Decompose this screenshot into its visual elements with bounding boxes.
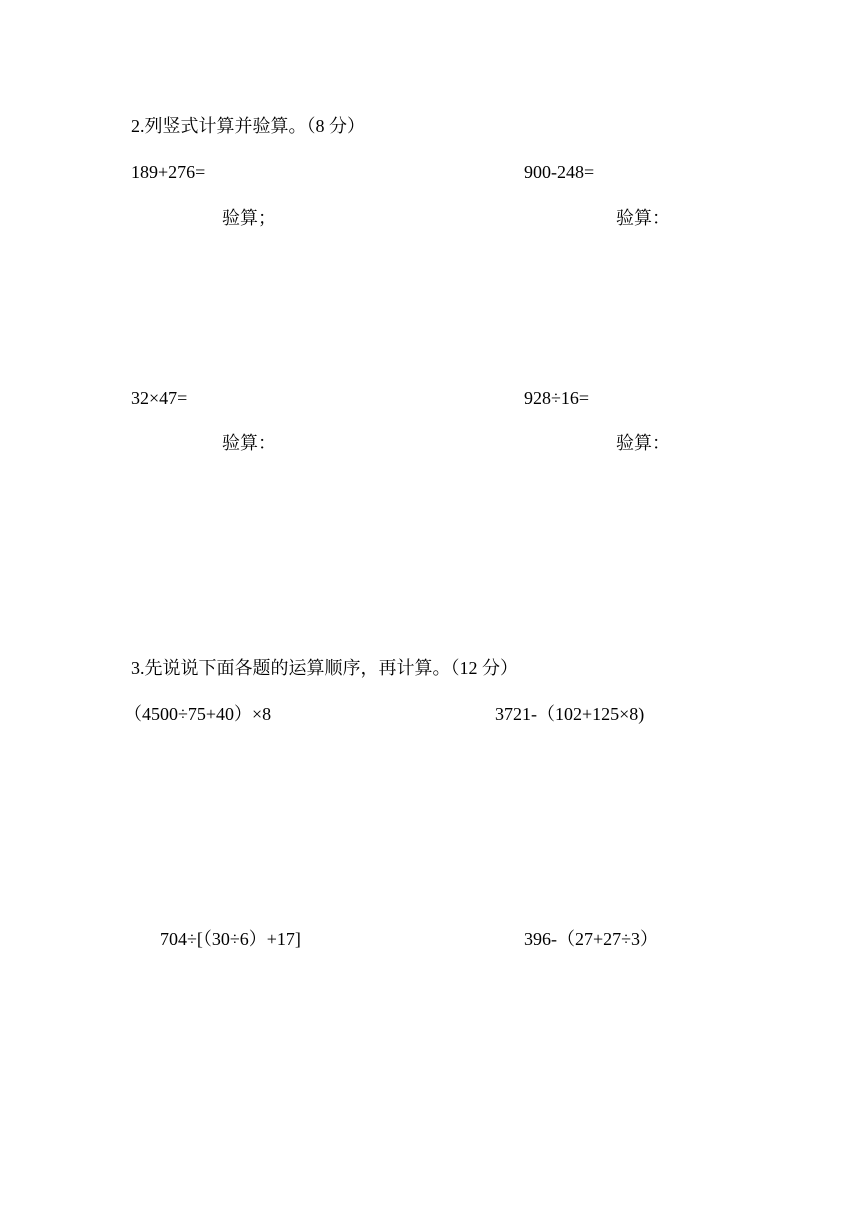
problem-2-3-check-label: 验算： — [222, 433, 276, 453]
problem-2-1-expression: 189+276= — [131, 162, 206, 182]
problem-3-4-expression: 396-（27+27÷3） — [524, 929, 659, 949]
problem-2-3-expression: 32×47= — [131, 388, 188, 408]
section-2-heading: 2.列竖式计算并验算。（8 分） — [131, 116, 365, 136]
section-3-heading: 3.先说说下面各题的运算顺序，再计算。（12 分） — [131, 658, 518, 678]
problem-2-1-check-label: 验算； — [222, 208, 276, 228]
problem-3-3-expression: 704÷[（30÷6）+17] — [160, 929, 301, 949]
problem-2-4-check-label: 验算： — [616, 433, 670, 453]
problem-3-1-expression: （4500÷75+40）×8 — [124, 704, 272, 724]
problem-2-2-expression: 900-248= — [524, 162, 595, 182]
problem-3-2-expression: 3721-（102+125×8) — [495, 704, 645, 724]
problem-2-4-expression: 928÷16= — [524, 388, 590, 408]
problem-2-2-check-label: 验算： — [616, 208, 670, 228]
